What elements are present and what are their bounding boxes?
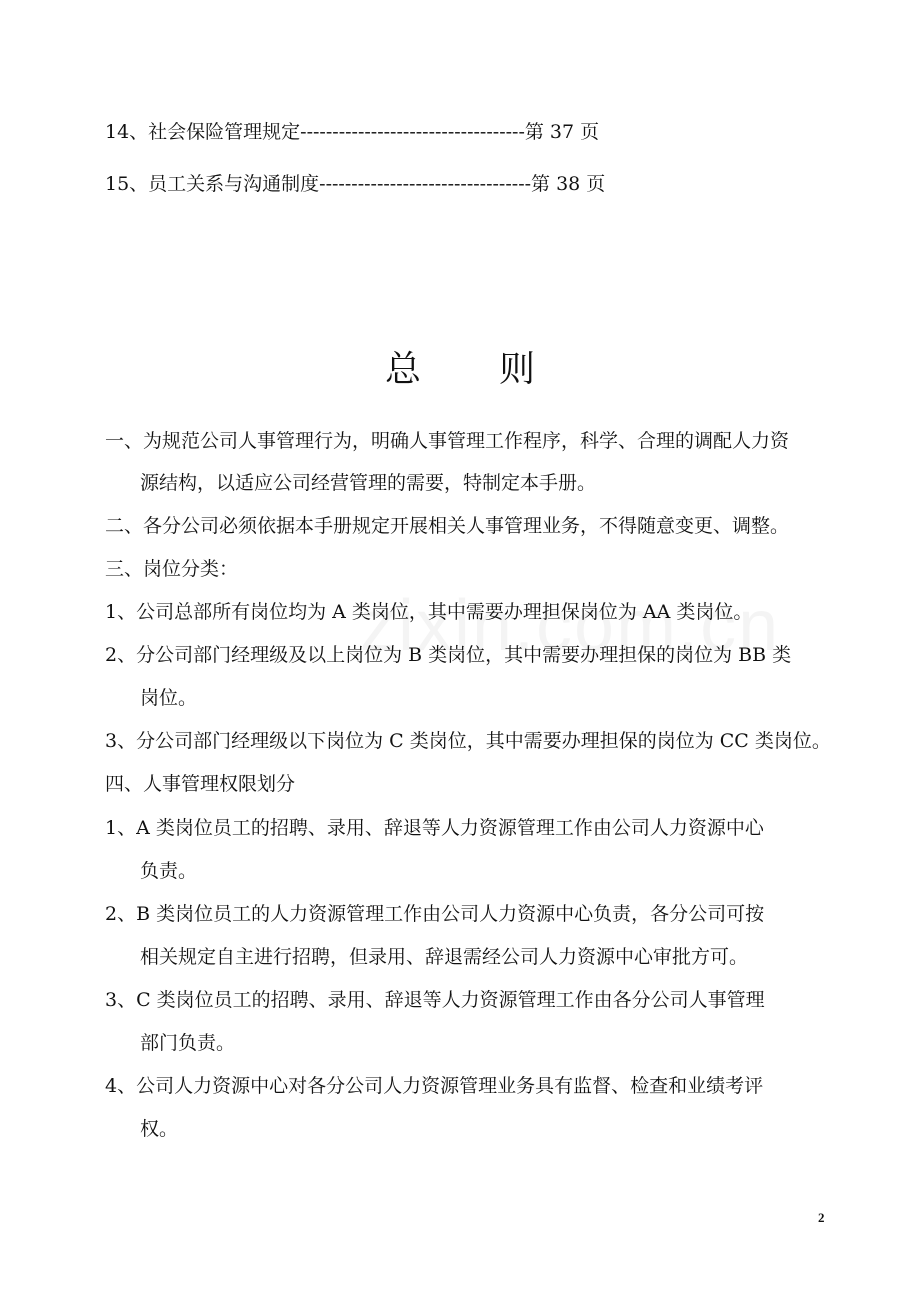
paragraph-line: 1、公司总部所有岗位均为 A 类岗位，其中需要办理担保岗位为 AA 类岗位。: [105, 601, 753, 623]
paragraph-line: 2、分公司部门经理级及以上岗位为 B 类岗位，其中需要办理担保的岗位为 BB 类: [105, 644, 792, 666]
toc-line-15: 15、员工关系与沟通制度---------------------------------第 38 页: [105, 173, 606, 195]
paragraph-line: 岗位。: [140, 687, 198, 709]
paragraph-line: 负责。: [140, 860, 198, 882]
paragraph-line: 2、B 类岗位员工的人力资源管理工作由公司人力资源中心负责，各分公司可按: [105, 903, 765, 925]
paragraph-line: 4、公司人力资源中心对各分公司人力资源管理业务具有监督、检查和业绩考评: [105, 1075, 764, 1097]
paragraph-line: 相关规定自主进行招聘，但录用、辞退需经公司人力资源中心审批方可。: [140, 946, 749, 968]
paragraph-line: 部门负责。: [140, 1032, 236, 1054]
page-number: 2: [818, 1210, 825, 1225]
toc-line-14: 14、社会保险管理规定-----------------------------------第 37 页: [105, 121, 600, 143]
paragraph-line: 3、分公司部门经理级以下岗位为 C 类岗位，其中需要办理担保的岗位为 CC 类岗位。: [105, 730, 831, 752]
paragraph-line: 3、C 类岗位员工的招聘、录用、辞退等人力资源管理工作由各分公司人事管理: [105, 989, 765, 1011]
paragraph-line: 四、人事管理权限划分: [105, 773, 296, 795]
paragraph-line: 一、为规范公司人事管理行为，明确人事管理工作程序，科学、合理的调配人力资: [105, 430, 790, 452]
paragraph-line: 1、A 类岗位员工的招聘、录用、辞退等人力资源管理工作由公司人力资源中心: [105, 817, 764, 839]
section-heading: 总则: [384, 349, 613, 390]
paragraph-line: 二、各分公司必须依据本手册规定开展相关人事管理业务，不得随意变更、调整。: [105, 515, 790, 537]
paragraph-line: 权。: [140, 1118, 179, 1140]
paragraph-line: 源结构，以适应公司经营管理的需要，特制定本手册。: [140, 472, 597, 494]
paragraph-line: 三、岗位分类：: [105, 558, 239, 580]
